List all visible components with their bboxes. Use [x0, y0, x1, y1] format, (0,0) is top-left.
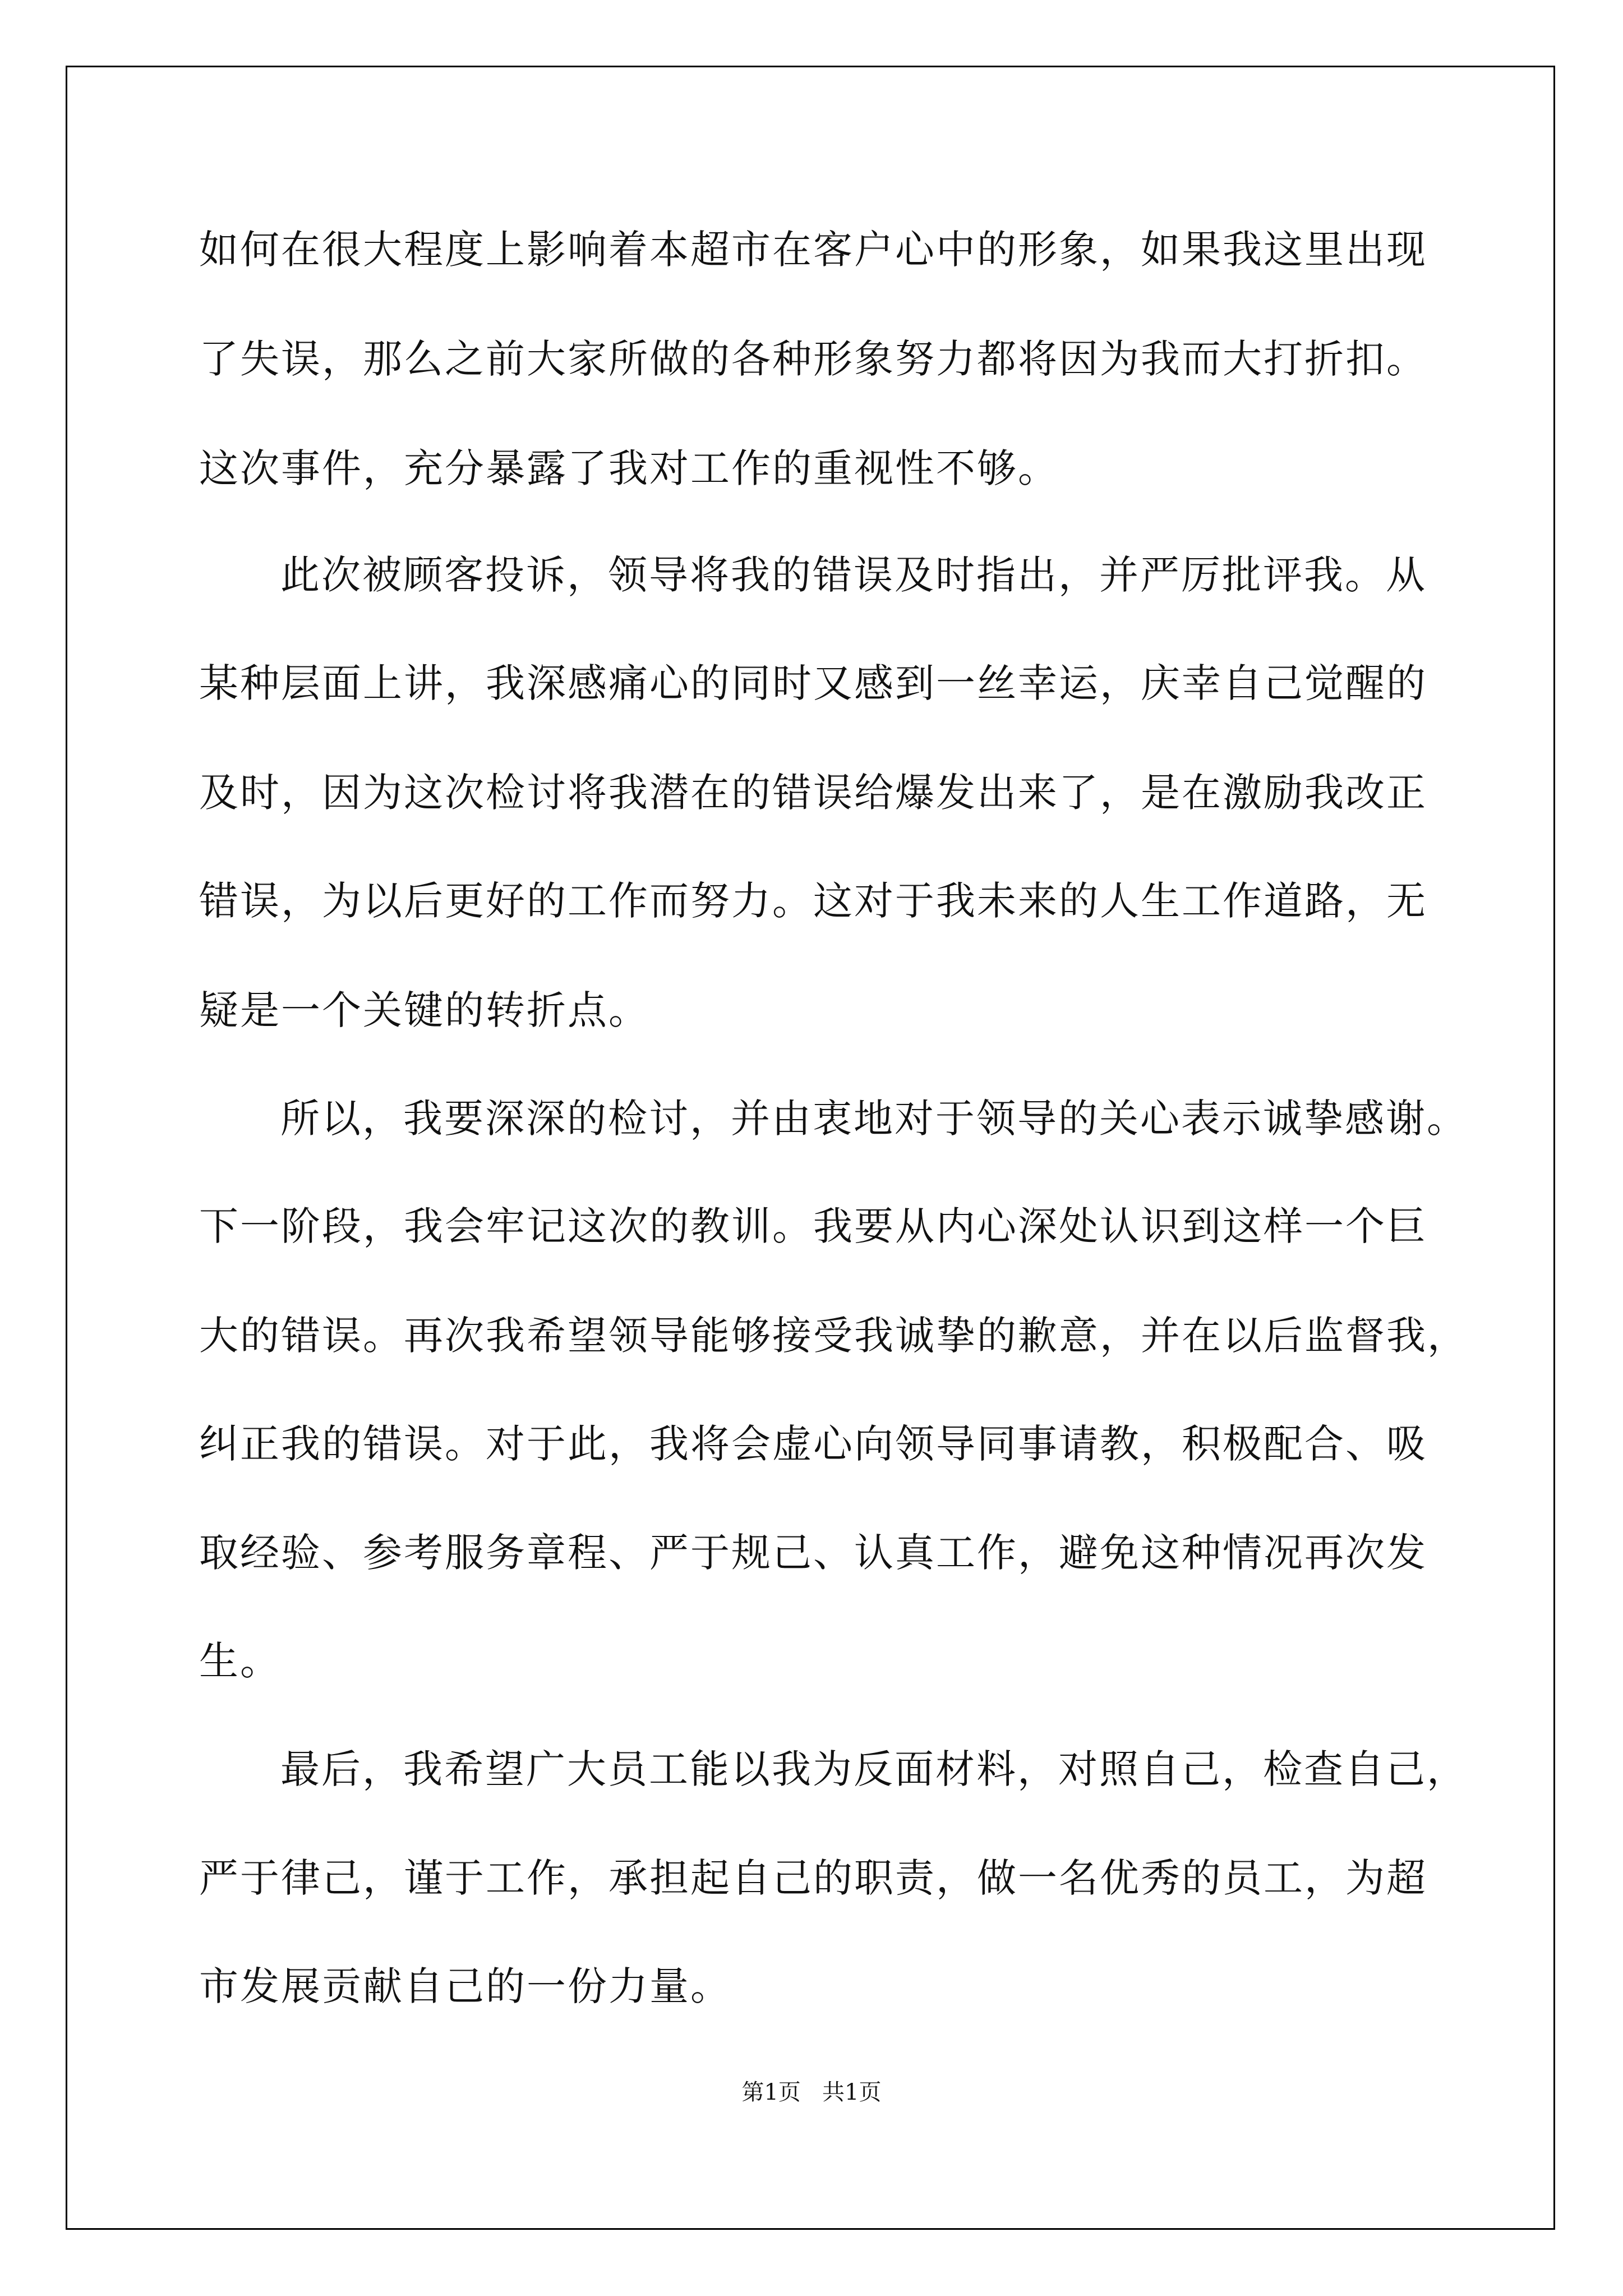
text-line: 市发展贡献自己的一份力量。 [199, 1963, 731, 2009]
paragraph-first-line: 所以，我要深深的检讨，并由衷地对于领导的关心表示诚挚感谢。 [280, 1096, 1468, 1142]
text-line: 生。 [199, 1638, 281, 1684]
text-line: 疑是一个关键的转折点。 [199, 987, 649, 1033]
text-line: 了失误，那么之前大家所做的各种形象努力都将因为我而大打折扣。 [199, 336, 1427, 382]
page-number-footer: 第1页 共1页 [741, 2079, 882, 2105]
paragraph-first-line: 此次被顾客投诉，领导将我的错误及时指出，并严厉批评我。从 [280, 552, 1427, 598]
text-line: 这次事件，充分暴露了我对工作的重视性不够。 [199, 445, 1059, 491]
text-line: 大的错误。再次我希望领导能够接受我诚挚的歉意，并在以后监督我， [199, 1313, 1468, 1359]
text-line: 及时，因为这次检讨将我潜在的错误给爆发出来了，是在激励我改正 [199, 770, 1427, 816]
text-line: 取经验、参考服务章程、严于规己、认真工作，避免这种情况再次发 [199, 1530, 1427, 1576]
text-line: 严于律己，谨于工作，承担起自己的职责，做一名优秀的员工，为超 [199, 1855, 1427, 1901]
text-line: 错误，为以后更好的工作而努力。这对于我未来的人生工作道路，无 [199, 878, 1427, 924]
text-line: 如何在很大程度上影响着本超市在客户心中的形象，如果我这里出现 [199, 227, 1427, 273]
text-line: 下一阶段，我会牢记这次的教训。我要从内心深处认识到这样一个巨 [199, 1203, 1427, 1249]
text-line: 纠正我的错误。对于此，我将会虚心向领导同事请教，积极配合、吸 [199, 1421, 1427, 1467]
text-line: 某种层面上讲，我深感痛心的同时又感到一丝幸运，庆幸自己觉醒的 [199, 660, 1427, 706]
paragraph-first-line: 最后，我希望广大员工能以我为反面材料，对照自己，检查自己， [280, 1746, 1468, 1792]
